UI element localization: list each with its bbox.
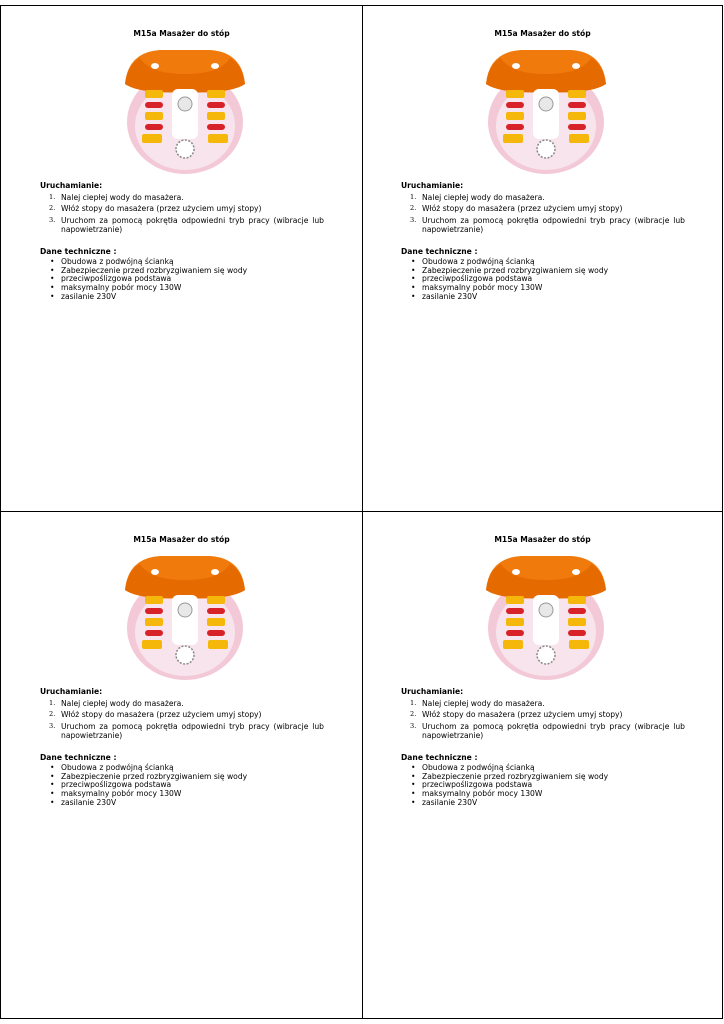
foot-massager-image bbox=[481, 44, 611, 176]
step-item: 3. Uruchom za pomocą pokrętła odpowiedni tryb pracy (wibracje lub napowietrzanie) bbox=[49, 215, 324, 234]
spec-item: • Zabezpieczenie przed rozbryzgiwaniem się wody bbox=[411, 771, 609, 781]
step-item: 3. Uruchom za pomocą pokrętła odpowiedni tryb pracy (wibracje lub napowietrzanie) bbox=[49, 721, 324, 740]
step-item: 2. Włóż stopy do masażera (przez użyciem umyj stopy) bbox=[410, 710, 623, 720]
spec-item: • przeciwpoślizgowa podstawa bbox=[50, 274, 172, 284]
spec-item: • Obudowa z podwójną ścianką bbox=[411, 763, 535, 773]
usage-heading: Uruchamianie: bbox=[40, 181, 103, 190]
specs-heading: Dane techniczne : bbox=[40, 753, 117, 763]
foot-massager-image bbox=[120, 550, 250, 682]
usage-steps bbox=[401, 193, 685, 234]
product-title: M15a Masażer do stóp bbox=[133, 535, 230, 544]
instructions-block bbox=[401, 181, 685, 301]
specs-heading: Dane techniczne : bbox=[401, 247, 478, 257]
spec-item: • Zabezpieczenie przed rozbryzgiwaniem się wody bbox=[411, 265, 609, 275]
step-item: 1. Nalej ciepłej wody do masażera. bbox=[49, 193, 184, 203]
step-item: 3. Uruchom za pomocą pokrętła odpowiedni tryb pracy (wibracje lub napowietrzanie) bbox=[410, 215, 685, 234]
usage-steps bbox=[40, 699, 324, 740]
usage-steps bbox=[40, 193, 324, 234]
product-title: M15a Masażer do stóp bbox=[133, 29, 230, 38]
leaflet-panel-top-left bbox=[1, 6, 362, 511]
leaflet-panel-bottom-left bbox=[1, 512, 362, 1017]
foot-massager-image bbox=[120, 44, 250, 176]
product-title: M15a Masażer do stóp bbox=[494, 535, 591, 544]
spec-item: • maksymalny pobór mocy 130W bbox=[411, 789, 543, 798]
usage-steps bbox=[401, 699, 685, 740]
usage-heading: Uruchamianie: bbox=[40, 687, 103, 696]
spec-item: • maksymalny pobór mocy 130W bbox=[411, 283, 543, 292]
spec-item: • maksymalny pobór mocy 130W bbox=[50, 789, 182, 798]
spec-item: • Obudowa z podwójną ścianką bbox=[50, 763, 174, 773]
spec-item: • Zabezpieczenie przed rozbryzgiwaniem się wody bbox=[50, 265, 248, 275]
leaflet-panel-top-right bbox=[362, 6, 723, 511]
usage-heading: Uruchamianie: bbox=[401, 687, 464, 696]
specs-list bbox=[401, 258, 685, 301]
specs-list bbox=[40, 258, 324, 301]
spec-item: • Zabezpieczenie przed rozbryzgiwaniem się wody bbox=[50, 771, 248, 781]
specs-list bbox=[40, 764, 324, 807]
specs-heading: Dane techniczne : bbox=[40, 247, 117, 257]
step-item: 2. Włóż stopy do masażera (przez użyciem umyj stopy) bbox=[410, 204, 623, 214]
specs-heading: Dane techniczne : bbox=[401, 753, 478, 763]
spec-item: • przeciwpoślizgowa podstawa bbox=[411, 780, 533, 790]
usage-heading: Uruchamianie: bbox=[401, 181, 464, 190]
leaflet-panel-bottom-right bbox=[362, 512, 723, 1017]
step-item: 1. Nalej ciepłej wody do masażera. bbox=[49, 699, 184, 709]
product-title: M15a Masażer do stóp bbox=[494, 29, 591, 38]
step-item: 3. Uruchom za pomocą pokrętła odpowiedni tryb pracy (wibracje lub napowietrzanie) bbox=[410, 721, 685, 740]
step-item: 1. Nalej ciepłej wody do masażera. bbox=[410, 193, 545, 203]
spec-item: • zasilanie 230V bbox=[50, 291, 117, 301]
step-item: 2. Włóż stopy do masażera (przez użyciem umyj stopy) bbox=[49, 710, 262, 720]
instructions-block bbox=[40, 687, 324, 807]
instructions-block bbox=[401, 687, 685, 807]
foot-massager-image bbox=[481, 550, 611, 682]
spec-item: • zasilanie 230V bbox=[411, 291, 478, 301]
step-item: 2. Włóż stopy do masażera (przez użyciem umyj stopy) bbox=[49, 204, 262, 214]
instructions-block bbox=[40, 181, 324, 301]
step-item: 1. Nalej ciepłej wody do masażera. bbox=[410, 699, 545, 709]
specs-list bbox=[401, 764, 685, 807]
spec-item: • przeciwpoślizgowa podstawa bbox=[50, 780, 172, 790]
spec-item: • przeciwpoślizgowa podstawa bbox=[411, 274, 533, 284]
spec-item: • Obudowa z podwójną ścianką bbox=[411, 257, 535, 267]
spec-item: • zasilanie 230V bbox=[411, 797, 478, 807]
spec-item: • zasilanie 230V bbox=[50, 797, 117, 807]
spec-item: • Obudowa z podwójną ścianką bbox=[50, 257, 174, 267]
spec-item: • maksymalny pobór mocy 130W bbox=[50, 283, 182, 292]
